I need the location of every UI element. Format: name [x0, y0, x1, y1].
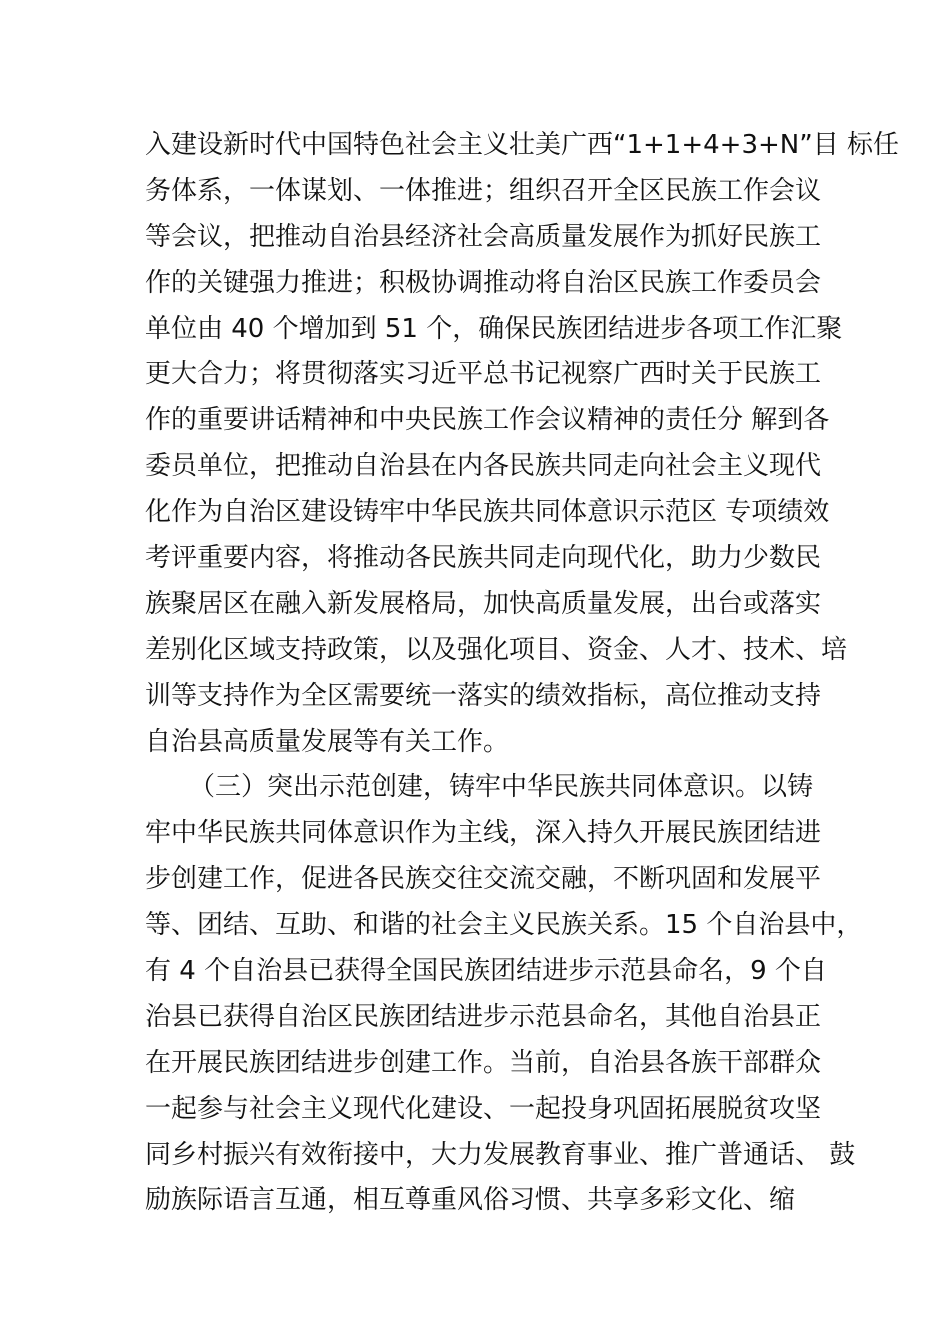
text-line: 一起参与社会主义现代化建设、一起投身巩固拓展脱贫攻坚 [145, 1093, 822, 1124]
text-line: 务体系，一体谋划、一体推进；组织召开全区民族工作会议 [145, 175, 822, 206]
text-line: 同乡村振兴有效衔接中，大力发展教育事业、推广普通话、 鼓 [145, 1139, 856, 1170]
text-line: 有 4 个自治县已获得全国民族团结进步示范县命名，9 个自 [145, 956, 827, 987]
text-line: 步创建工作，促进各民族交往交流交融，不断巩固和发展平 [145, 864, 822, 895]
text-line: 作的重要讲话精神和中央民族工作会议精神的责任分 解到各 [145, 405, 830, 436]
text-line: 牢中华民族共同体意识作为主线，深入持久开展民族团结进 [145, 818, 822, 849]
text-line: 族聚居区在融入新发展格局，加快高质量发展，出台或落实 [145, 588, 822, 619]
text-line: 差别化区域支持政策，以及强化项目、资金、人才、技术、培 [145, 634, 848, 665]
body-text [145, 123, 899, 1224]
text-line: 化作为自治区建设铸牢中华民族共同体意识示范区 专项绩效 [145, 497, 830, 528]
text-line: 作的关键强力推进；积极协调推动将自治区民族工作委员会 [145, 267, 822, 298]
text-line: 治县已获得自治区民族团结进步示范县命名，其他自治县正 [145, 1001, 822, 1032]
text-line: 等会议，把推动自治县经济社会高质量发展作为抓好民族工 [145, 221, 822, 252]
text-line: 单位由 40 个增加到 51 个，确保民族团结进步各项工作汇聚 [145, 313, 843, 344]
text-line: 委员单位，把推动自治县在内各民族共同走向社会主义现代 [145, 451, 822, 482]
text-line: 训等支持作为全区需要统一落实的绩效指标，高位推动支持 [145, 680, 822, 711]
text-line: 在开展民族团结进步创建工作。当前，自治县各族干部群众 [145, 1047, 822, 1078]
text-line: 考评重要内容，将推动各民族共同走向现代化，助力少数民 [145, 543, 822, 574]
section-heading-line: （三）突出示范创建，铸牢中华民族共同体意识。以铸 [189, 772, 814, 803]
text-line: 等、团结、互助、和谐的社会主义民族关系。15 个自治县中， [145, 910, 863, 941]
text-line: 入建设新时代中国特色社会主义壮美广西“1+1+4+3+N”目 标任 [145, 130, 899, 160]
text-line: 励族际语言互通，相互尊重风俗习惯、共享多彩文化、缩 [145, 1185, 796, 1216]
text-line: 自治县高质量发展等有关工作。 [145, 726, 510, 757]
text-line: 更大合力；将贯彻落实习近平总书记视察广西时关于民族工 [145, 359, 822, 390]
